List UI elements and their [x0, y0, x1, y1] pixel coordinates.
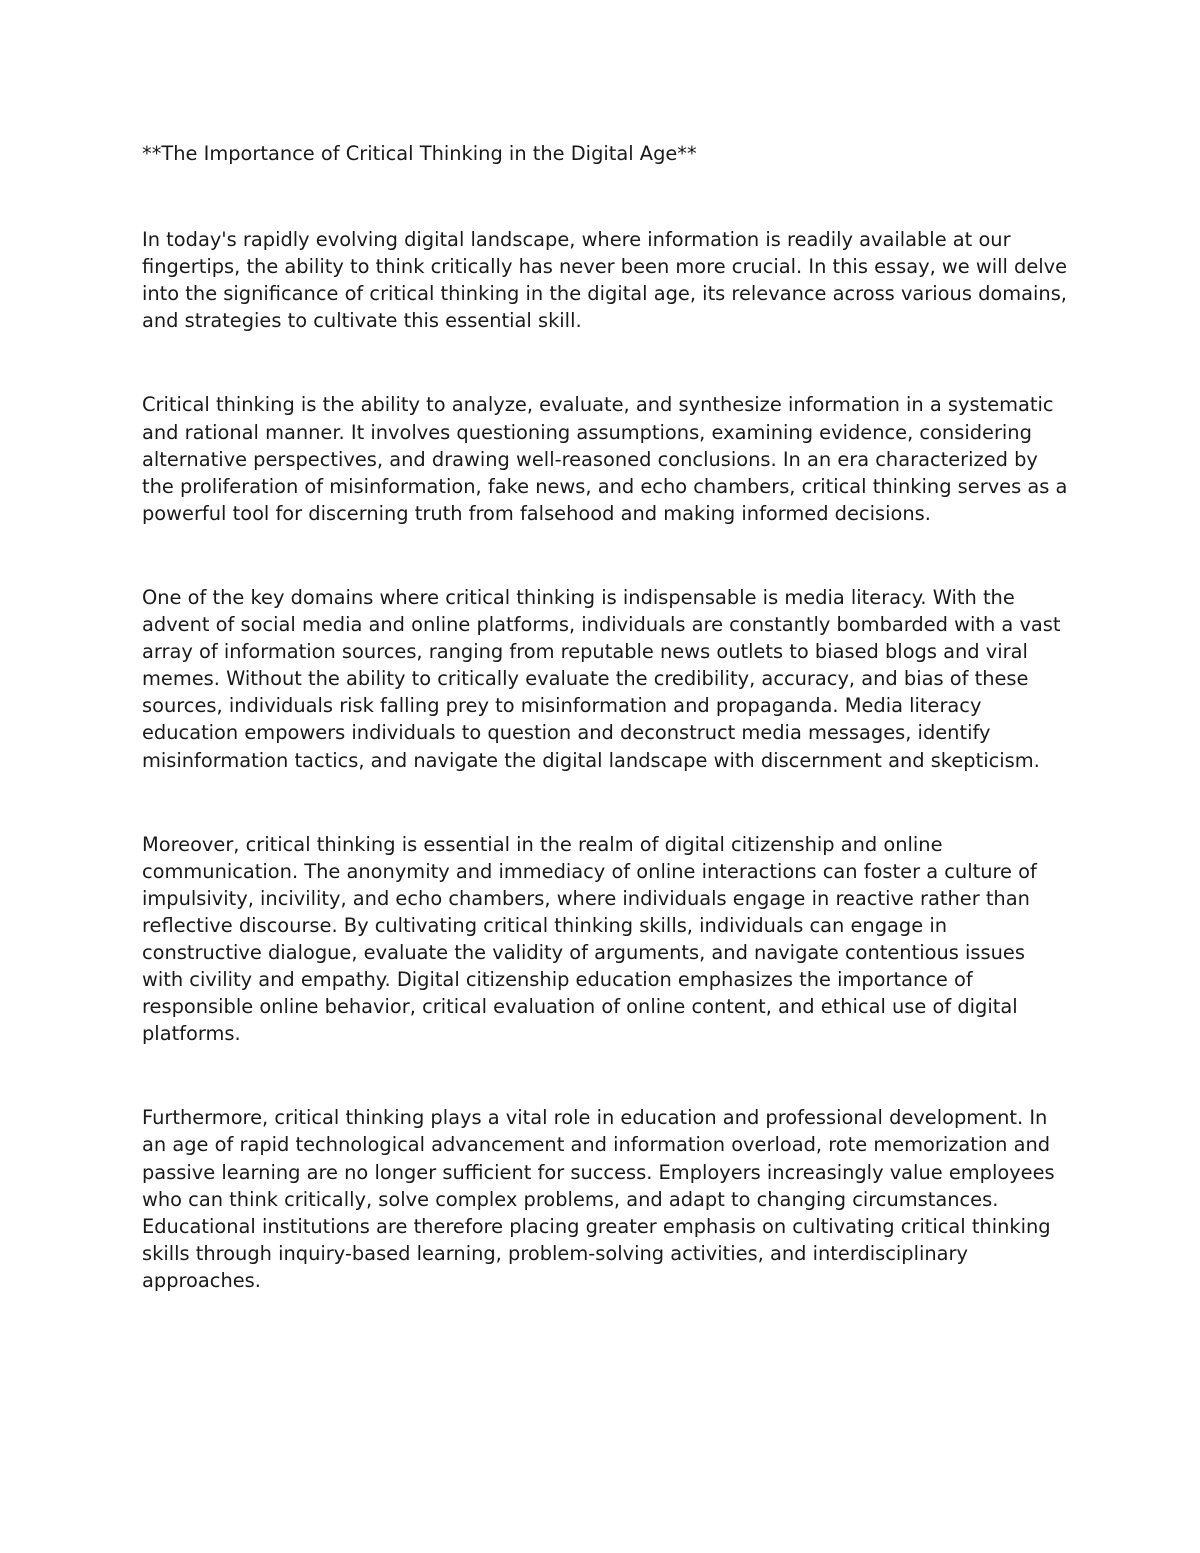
- paragraph-digital-citizenship: Moreover, critical thinking is essential in the realm of digital citizenship and online communication. The anonymity and immediacy of online interactions can foster a culture of impulsivity, incivility, and echo chambers, where individuals engage in reactive rather than reflective discourse. By cultivating critical thinking skills, individuals can engage in constructive dialogue, evaluate the validity of arguments, and navigate contentious issues with civility and empathy. Digital citizenship education emphasizes the importance of responsible online behavior, critical evaluation of online content, and ethical use of digital platforms.: [142, 832, 1037, 1046]
- paragraph-media-literacy: One of the key domains where critical thinking is indispensable is media literacy. With the advent of social media and online platforms, individuals are constantly bombarded with a vast array of information sources, ranging from reputable news outlets to biased blogs and viral memes. Without the ability to critically evaluate the credibility, accuracy, and bias of these sources, individuals risk falling prey to misinformation and propaganda. Media literacy education empowers individuals to question and deconstruct media messages, identify misinformation tactics, and navigate the digital landscape with discernment and skepticism.: [142, 585, 1061, 772]
- document-title: **The Importance of Critical Thinking in the Digital Age**: [142, 142, 697, 165]
- paragraph-definition: Critical thinking is the ability to analyze, evaluate, and synthesize information in a systematic and rational manner. It involves questioning assumptions, examining evidence, considering alternative perspectives, and drawing well-reasoned conclusions. In an era characterized by the proliferation of misinformation, fake news, and echo chambers, critical thinking serves as a powerful tool for discerning truth from falsehood and making informed decisions.: [142, 393, 1068, 525]
- paragraph-introduction: In today's rapidly evolving digital landscape, where information is readily available at our fingertips, the ability to think critically has never been more crucial. In this essay, we will delve into the significance of critical thinking in the digital age, its relevance across various domains, and strategies to cultivate this essential skill.: [142, 228, 1068, 333]
- document-body: [142, 140, 1072, 1351]
- paragraph-education: Furthermore, critical thinking plays a vital role in education and professional development. In an age of rapid technological advancement and information overload, rote memorization and passive learning are no longer sufficient for success. Employers increasingly value employees who can think critically, solve complex problems, and adapt to changing circumstances. Educational institutions are therefore placing greater emphasis on cultivating critical thinking skills through inquiry-based learning, problem-solving activities, and interdisciplinary approaches.: [142, 1106, 1055, 1292]
